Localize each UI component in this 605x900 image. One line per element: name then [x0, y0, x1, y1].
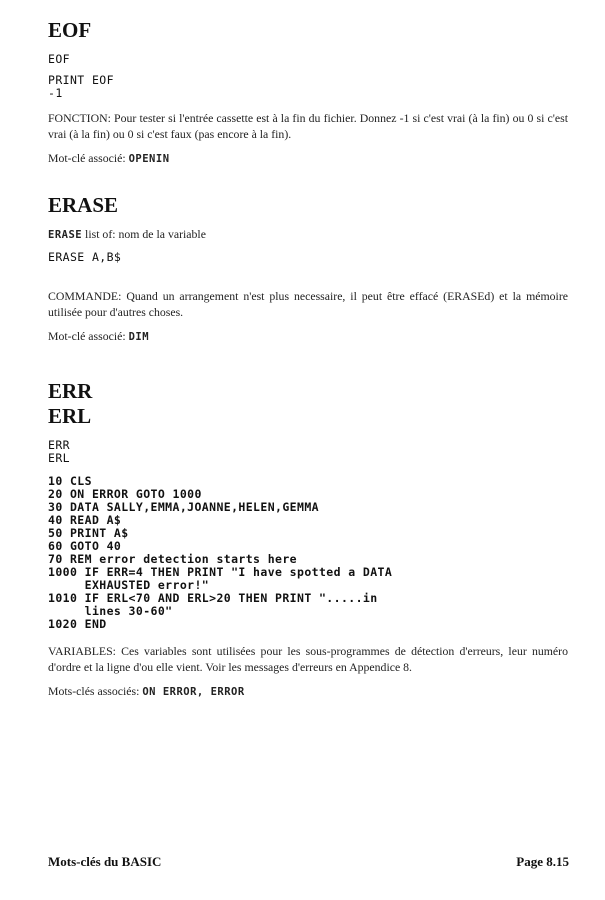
- erase-related: [48, 328, 568, 345]
- eof-heading: EOF: [48, 18, 92, 42]
- footer-page-number: Page 8.15: [516, 854, 569, 869]
- manual-page: [48, 18, 568, 700]
- program-line: 1000 IF ERR=4 THEN PRINT "I have spotted a DATA: [48, 565, 393, 579]
- err-syntax: ERR: [48, 438, 70, 452]
- erase-command-text: COMMANDE: Quand un arrangement n'est plus necessaire, il peut être effacé (ERASEd) et la mémoire utilisée pour d'autres choses.: [48, 289, 568, 319]
- program-line: 1010 IF ERL<70 AND ERL>20 THEN PRINT ".....in: [48, 591, 378, 605]
- erl-syntax: ERL: [48, 451, 70, 465]
- erase-related-keywords: DIM: [128, 331, 150, 343]
- eof-syntax: EOF: [48, 52, 70, 66]
- err-program-listing: [48, 475, 568, 631]
- err-variables-text: VARIABLES: Ces variables sont utilisées pour les sous-programmes de détection d'erreurs, leur numéro d'ordre et la ligne d'ou elle vient. Voir les messages d'erreurs en Appendice 8.: [48, 644, 568, 674]
- eof-related: [48, 150, 568, 167]
- program-line: 40 READ A$: [48, 513, 122, 527]
- eof-related-label: Mot-clé associé:: [48, 151, 129, 165]
- err-related-keywords: ON ERROR, ERROR: [142, 686, 245, 698]
- program-line: 60 GOTO 40: [48, 539, 122, 553]
- program-line: lines 30-60": [48, 604, 173, 618]
- err-heading: ERR: [48, 379, 93, 403]
- program-line: 70 REM error detection starts here: [48, 552, 298, 566]
- erase-related-label: Mot-clé associé:: [48, 329, 129, 343]
- program-line: 30 DATA SALLY,EMMA,JOANNE,HELEN,GEMMA: [48, 500, 319, 514]
- program-line: EXHAUSTED error!": [48, 578, 210, 592]
- err-related-label: Mots-clés associés:: [48, 684, 143, 698]
- eof-related-keywords: OPENIN: [128, 153, 170, 165]
- erase-syntax: [48, 226, 568, 243]
- program-line: 1020 END: [48, 617, 107, 631]
- eof-example: PRINT EOF: [48, 73, 114, 87]
- erase-heading: ERASE: [48, 193, 119, 217]
- program-line: 50 PRINT A$: [48, 526, 129, 540]
- erl-heading: ERL: [48, 404, 92, 428]
- eof-function-text: FONCTION: Pour tester si l'entrée cassette est à la fin du fichier. Donnez -1 si c'est vrai (à la fin) ou 0 si c'est vrai (à la fin) ou 0 si c'est faux (pas encore à la fin).: [48, 111, 568, 141]
- eof-output: -1: [48, 86, 63, 100]
- erase-syntax-keyword: ERASE: [48, 229, 83, 241]
- footer-section-title: Mots-clés du BASIC: [48, 854, 162, 869]
- page-footer: [48, 854, 569, 870]
- erase-example: ERASE A,B$: [48, 250, 122, 264]
- program-line: 10 CLS: [48, 474, 92, 488]
- erase-syntax-rest: list of: nom de la variable: [82, 227, 206, 241]
- program-line: 20 ON ERROR GOTO 1000: [48, 487, 202, 501]
- err-related: [48, 683, 568, 700]
